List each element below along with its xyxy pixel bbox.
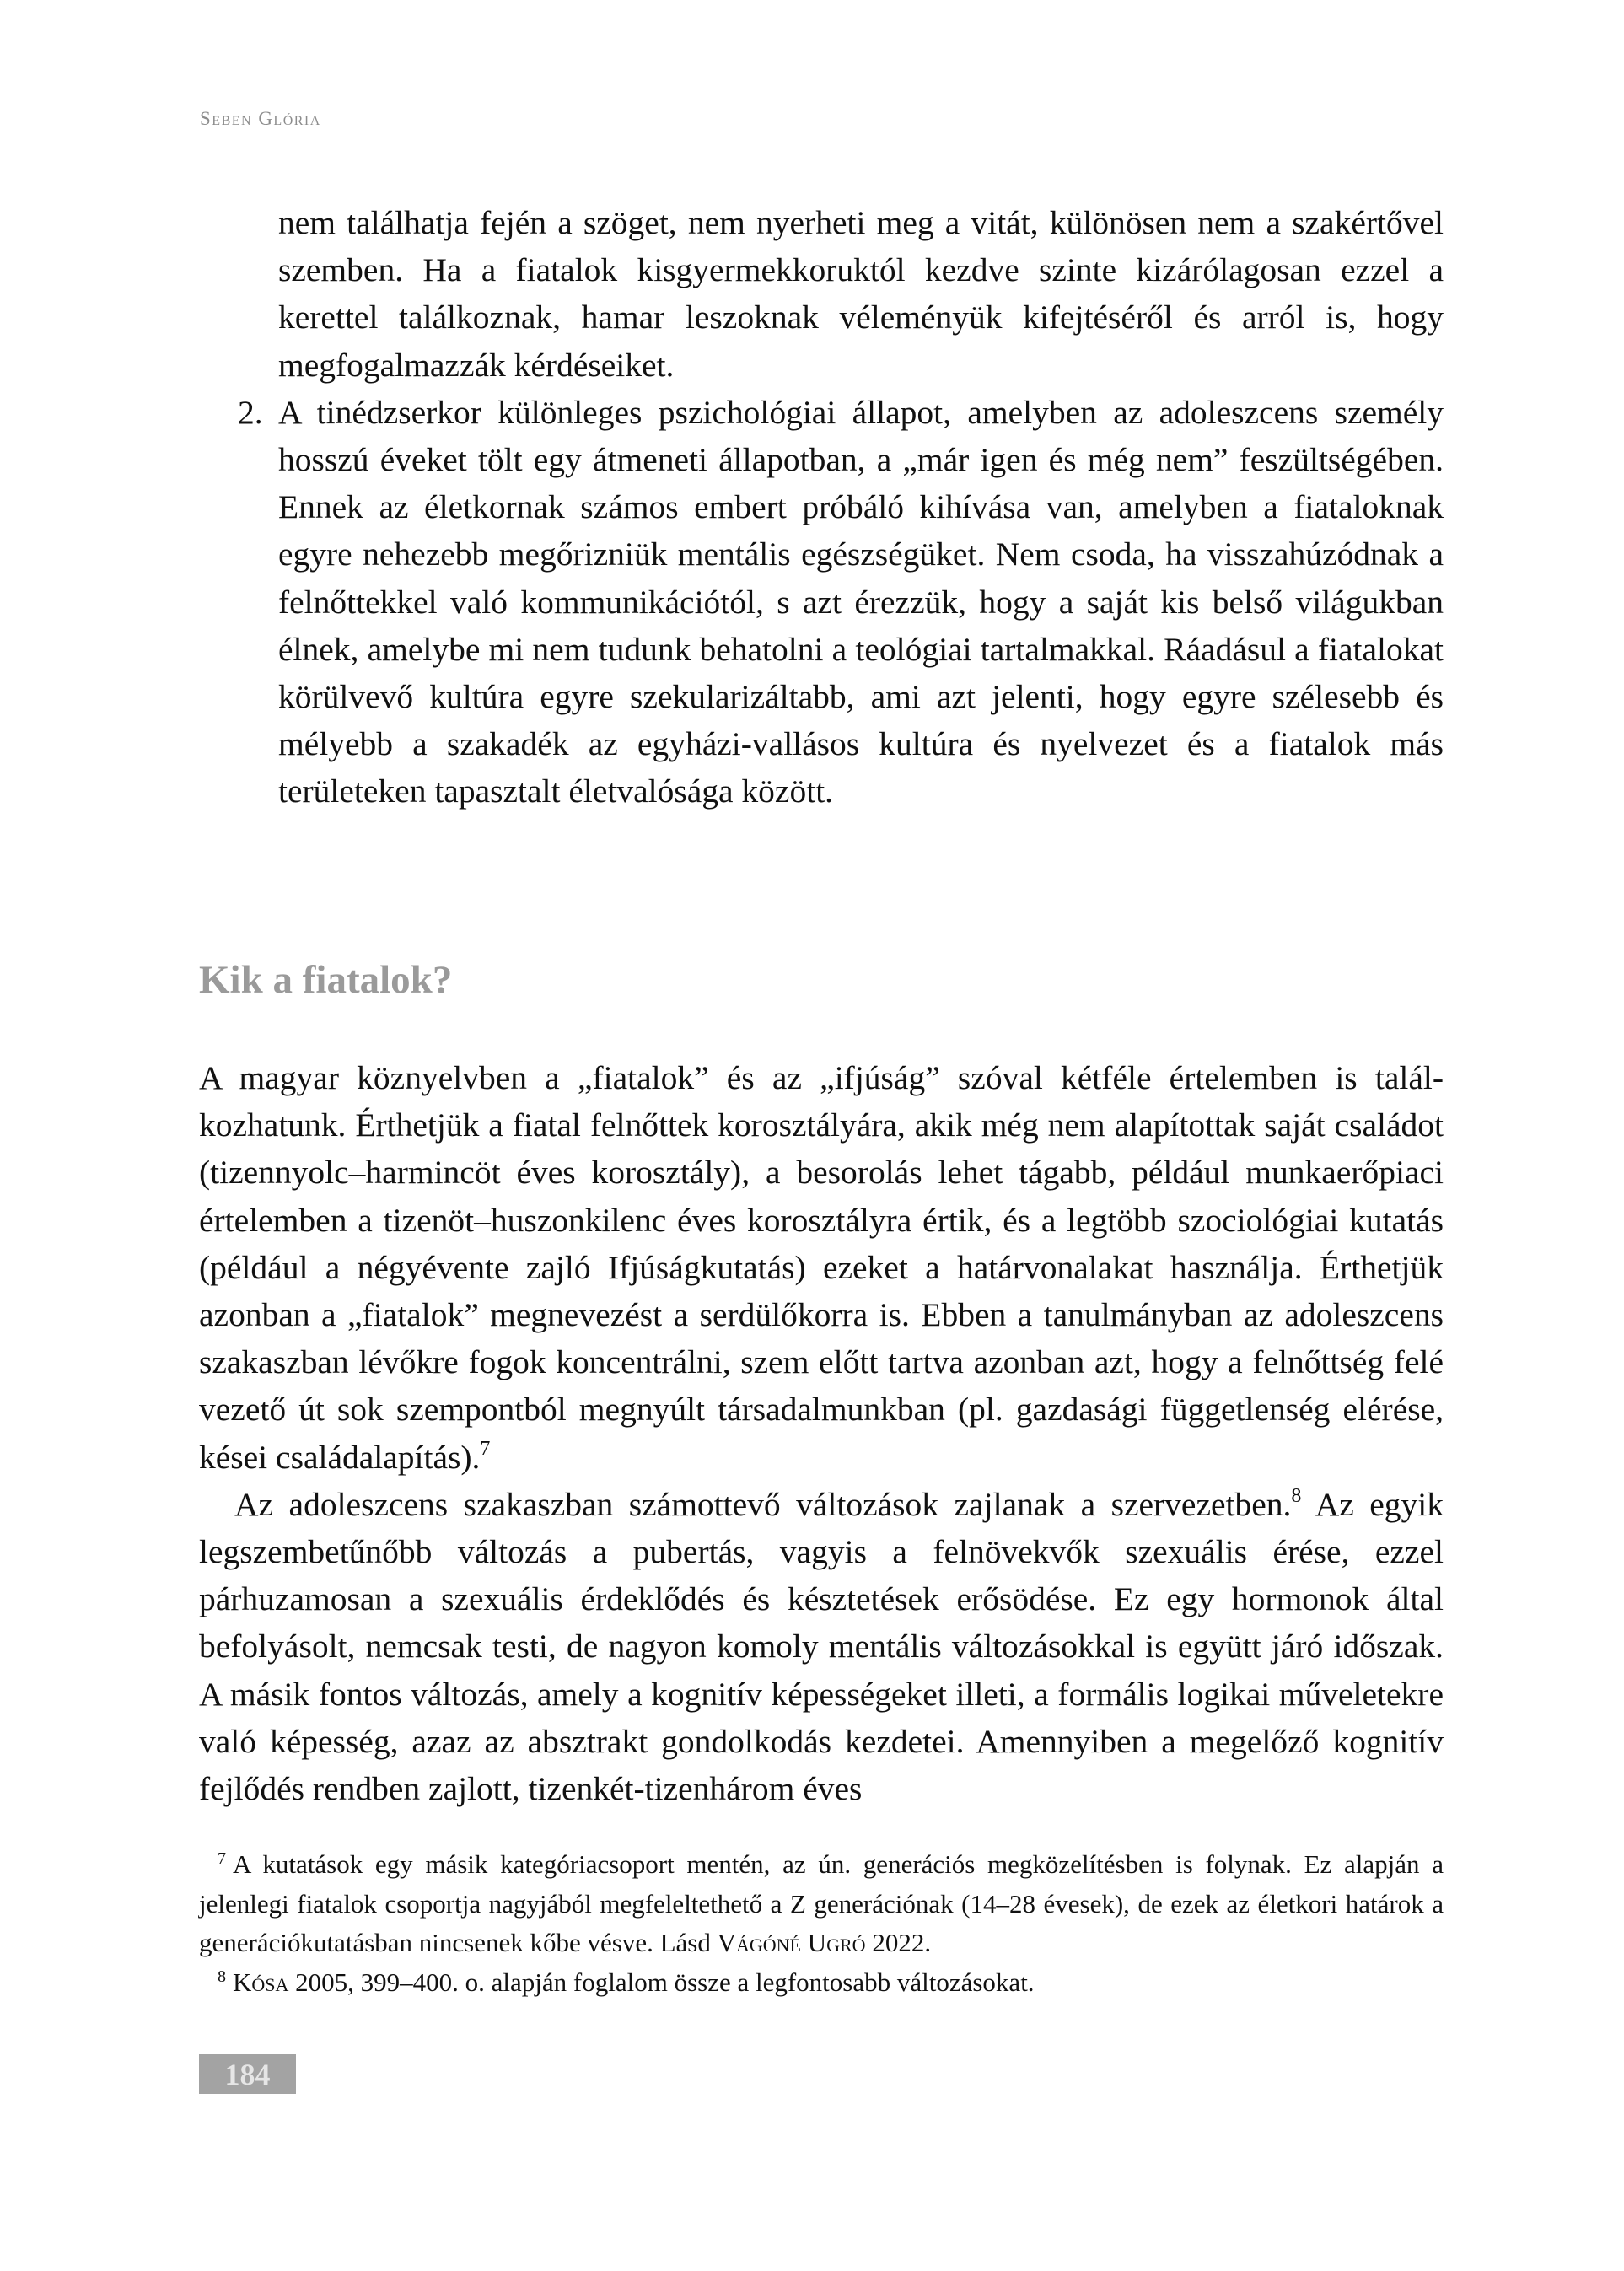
- page-number: 184: [199, 2054, 296, 2094]
- paragraph-2-text-start: Az adoleszcens szakaszban számottevő változások zajlanak a szervezetben.: [234, 1485, 1292, 1523]
- paragraph-2-text-end: Az egyik legszembetűnőbb változás a pubertás, vagyis a felnövekvők szexuális érése, ezzel párhuzamosan a szexuális érdeklődés és késztetések erősödése. Ez egy hormonok által befolyásolt, nemcsak testi, de nagyon komoly mentális változásokkal is együtt járó időszak. A másik fontos változás, amely a kognitív képességeket illeti, a formális logikai műveletekre való képesség, azaz az absztrakt gondolkodás kezdetei. Amennyiben a megelőző kognitív fejlődés rendben zajlott, tizenkét-tizenhárom éves: [199, 1485, 1444, 1808]
- footnotes: [199, 1845, 1444, 2002]
- numbered-list: [199, 199, 1444, 815]
- list-item-text: A tinédzserkor különleges pszichológiai állapot, amelyben az adoleszcens személy hosszú éveket tölt egy átmeneti állapotban, a „már igen és még nem” feszültségében. Ennek az életkornak számos embert próbáló kihívása van, amelyben a fiataloknak egyre nehezebb megőrizniük mentális egészségüket. Nem csoda, ha visszahúzódnak a felnőttekkel való kommunikációtól, s azt érezzük, hogy a saját kis belső világukban élnek, amelybe mi nem tudunk behatolni a teológiai tartalmakkal. Ráadásul a fiatalokat körülvevő kultúra egyre szekularizáltabb, ami azt jelenti, hogy egyre szélesebb és mélyebb a szakadék az egyházi-vallásos kultúra és nyelvezet és a fiatalok más területeken tapasztalt életvalósága között.: [278, 393, 1444, 810]
- footnote-text: A kutatások egy másik kategóriacsoport mentén, az ún. generációs megközelítésben is folynak. Ez alapján a jelenlegi fiatalok csoportja nagyjából megfeleltethető a Z generációnak (14–28 évesek), de ezek az életkori határok a generációkutatásban nincsenek kőbe vésve. Lásd: [199, 1849, 1444, 1957]
- footnote-mark: 7: [218, 1849, 226, 1868]
- footnote-text: 2005, 399–400. o. alapján foglalom össze a legfontosabb változásokat.: [288, 1967, 1035, 1997]
- paragraph-1: [199, 1054, 1444, 1481]
- footnote-7: [199, 1845, 1444, 1963]
- section-heading: Kik a fiatalok?: [199, 958, 453, 1002]
- paragraph-1-text: A magyar köznyelvben a „fiatalok” és az „ifjúság” szóval kétféle értelemben is találkozhatunk. Érthetjük a fiatal felnőttek korosztályára, akik még nem alapítottak saját családot (tizennyolc–harmincöt éves korosztály), a besorolás lehet tágabb, például munkaerőpiaci értelemben a tizenöt–huszonkilenc éves korosztályra értik, és a legtöbb szociológiai kutatás (például a négyévente zajló Ifjúságkutatás) ezeket a határvonalakat használja. Érthetjük azonban a „fiatalok” megnevezést a serdülőkorra is. Ebben a tanulmányban az adoleszcens szakaszban lévőkre fogok koncentrálni, szem előtt tartva azonban azt, hogy a felnőttség felé vezető út sok szempontból megnyúlt társadalmunkban (pl. gazdasági függetlenség elérése, kései családalapítás).: [199, 1059, 1444, 1476]
- footnote-8: [199, 1963, 1444, 2003]
- footnote-ref-7[interactable]: 7: [480, 1437, 491, 1460]
- paragraph-2: [199, 1481, 1444, 1812]
- footnote-mark: 8: [218, 1967, 226, 1986]
- list-item-continuation: nem találhatja fején a szöget, nem nyerheti meg a vitát, különösen nem a szakértővel szemben. Ha a fiatalok kisgyermekkoruktól kezdve szinte kizárólagosan ezzel a kerettel találkoznak, hamar leszoknak véleményük kifejtéséről és arról is, hogy megfogalmazzák kérdéseiket.: [278, 204, 1444, 384]
- citation-author: Vágóné Ugró: [717, 1928, 866, 1957]
- footnote-ref-8[interactable]: 8: [1291, 1484, 1302, 1507]
- list-number: 2.: [238, 393, 263, 431]
- list-item-2: [199, 389, 1444, 815]
- citation-year: 2022.: [865, 1928, 932, 1957]
- running-head-author: Seben Glória: [200, 108, 321, 129]
- citation-author: Kósa: [233, 1967, 289, 1997]
- section-body: [199, 1054, 1444, 1812]
